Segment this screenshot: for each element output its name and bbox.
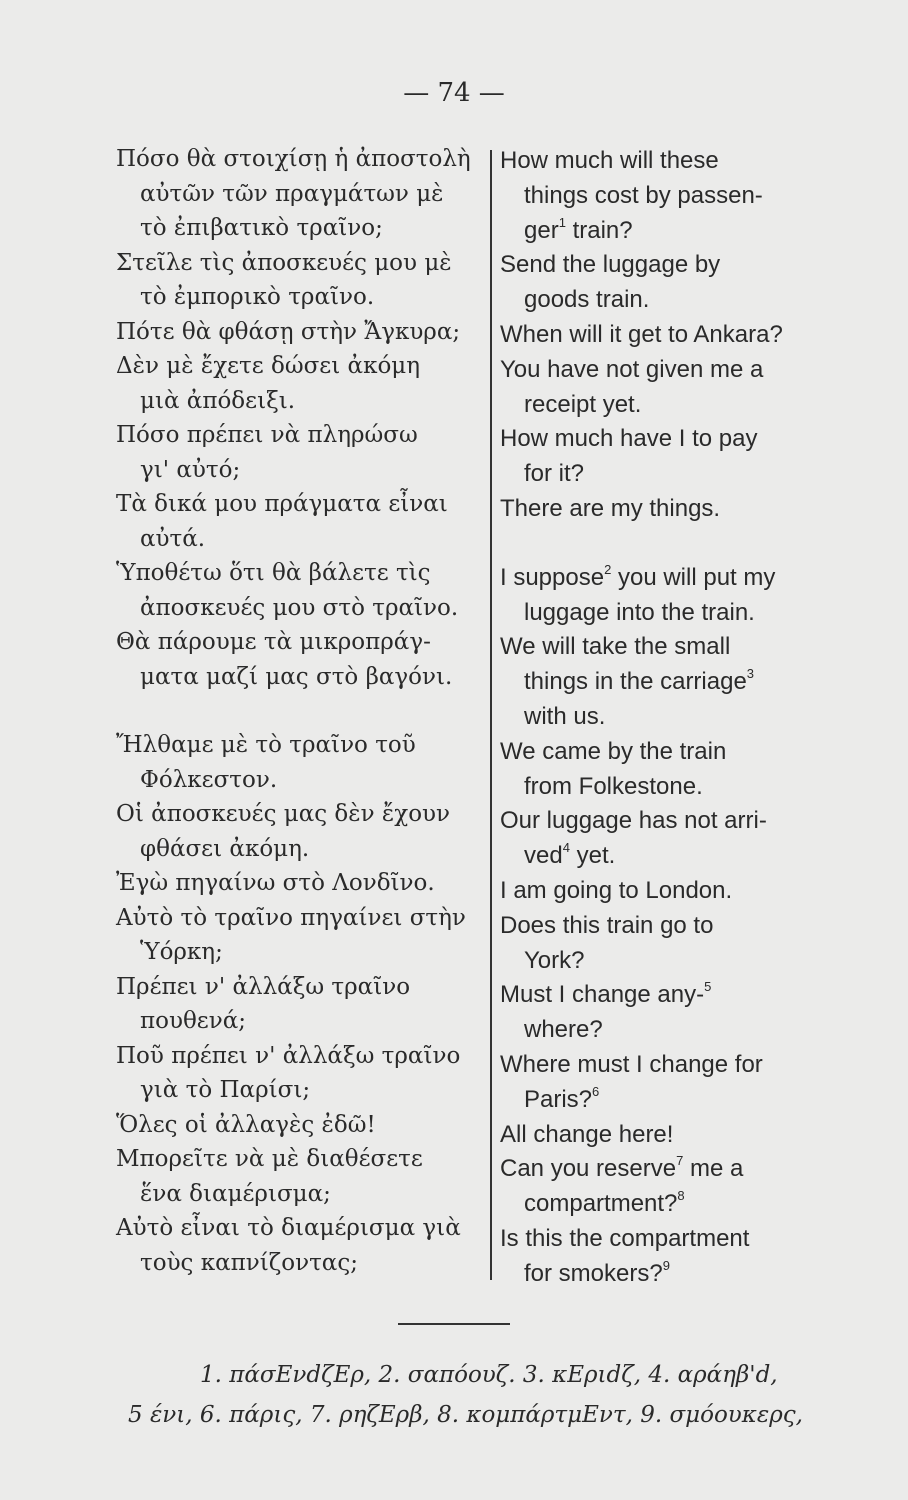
greek-line: Πότε θὰ φθάσῃ στὴν Ἄγκυρα; bbox=[116, 318, 461, 345]
greek-line: Θὰ πάρουμε τὰ μικροπράγ- bbox=[116, 629, 431, 655]
english-line: York? bbox=[524, 946, 585, 974]
english-line: How much will these bbox=[500, 147, 719, 174]
footnotes bbox=[128, 1355, 848, 1435]
english-entry bbox=[500, 735, 826, 805]
greek-entry bbox=[116, 797, 484, 866]
greek-entry bbox=[116, 1142, 484, 1211]
english-line: from Folkestone. bbox=[524, 772, 703, 800]
greek-line: Πόσο πρέπει νὰ πληρώσω bbox=[116, 422, 418, 448]
english-line: All change here! bbox=[500, 1120, 674, 1148]
page-number: — 74 — bbox=[403, 78, 505, 108]
greek-line: τὸ ἐμπορικὸ τραῖνο. bbox=[140, 284, 375, 310]
greek-entry bbox=[116, 970, 484, 1039]
english-line bbox=[500, 1083, 826, 1118]
english-line: things cost by passen- bbox=[524, 181, 763, 209]
english-text: train? bbox=[572, 216, 633, 244]
english-entry bbox=[500, 874, 826, 909]
greek-line: τὸ ἐπιβατικὸ τραῖνο; bbox=[140, 215, 383, 241]
english-line: I am going to London. bbox=[500, 876, 733, 904]
footnote-rule bbox=[398, 1323, 510, 1325]
greek-entry bbox=[116, 315, 484, 350]
greek-line: γι' αὐτό; bbox=[140, 456, 241, 483]
greek-entry bbox=[116, 728, 484, 797]
footnote-marker: 2 bbox=[604, 561, 612, 577]
english-text: yet. bbox=[576, 842, 616, 870]
english-text: for smokers? bbox=[524, 1259, 663, 1287]
greek-entry bbox=[116, 349, 484, 418]
english-text: ger bbox=[524, 216, 559, 244]
footnote-marker: 6 bbox=[592, 1083, 600, 1099]
english-entry bbox=[500, 353, 826, 423]
greek-line: αὐτῶν τῶν πραγμάτων μὲ bbox=[140, 180, 444, 207]
english-line: goods train. bbox=[524, 286, 650, 314]
english-entry bbox=[500, 804, 826, 874]
greek-entry bbox=[116, 1039, 484, 1108]
greek-line: πουθενά; bbox=[140, 1008, 246, 1034]
english-line: Send the luggage by bbox=[500, 251, 721, 279]
english-line bbox=[500, 214, 826, 249]
english-line bbox=[500, 1152, 826, 1187]
footnote-marker: 4 bbox=[562, 840, 570, 856]
english-text: you will put my bbox=[617, 563, 776, 591]
greek-line: Ὑποθέτω ὅτι θὰ βάλετε τὶς bbox=[116, 560, 431, 586]
greek-line: ἀποσκευές μου στὸ τραῖνο. bbox=[140, 594, 459, 621]
english-line bbox=[500, 839, 826, 874]
english-entry bbox=[500, 248, 826, 318]
english-line: where? bbox=[524, 1016, 603, 1044]
greek-line: φθάσει ἀκόμη. bbox=[140, 835, 310, 862]
english-entry bbox=[500, 1222, 826, 1292]
greek-line: Στεῖλε τὶς ἀποσκευές μου μὲ bbox=[116, 249, 452, 276]
footnote-marker: 9 bbox=[662, 1257, 670, 1273]
footnote-marker: 1 bbox=[558, 214, 566, 230]
greek-line: Αὐτὸ τὸ τραῖνο πηγαίνει στὴν bbox=[116, 904, 466, 931]
footnote-marker: 7 bbox=[676, 1153, 684, 1169]
english-line: Where must I change for bbox=[500, 1050, 763, 1078]
english-line: Is this the compartment bbox=[500, 1224, 750, 1252]
english-line: There are my things. bbox=[500, 494, 721, 522]
greek-entry bbox=[116, 625, 484, 694]
english-line: for it? bbox=[524, 460, 585, 488]
english-entry bbox=[500, 630, 826, 734]
footnote-marker: 3 bbox=[746, 666, 755, 682]
english-line bbox=[500, 1257, 826, 1292]
greek-line: ματα μαζί μας στὸ βαγόνι. bbox=[140, 663, 453, 690]
english-line: receipt yet. bbox=[524, 390, 642, 418]
english-entry bbox=[500, 1152, 826, 1222]
english-entry bbox=[500, 492, 826, 527]
greek-line: γιὰ τὸ Παρίσι; bbox=[140, 1077, 311, 1103]
english-entry bbox=[500, 318, 826, 353]
footnote-marker: 5 bbox=[704, 979, 712, 995]
english-line: Our luggage has not arri- bbox=[500, 807, 767, 835]
greek-entry bbox=[116, 142, 484, 246]
greek-line: Αὐτὸ εἶναι τὸ διαμέρισμα γιὰ bbox=[116, 1215, 461, 1241]
column-divider bbox=[490, 150, 492, 1280]
english-line bbox=[500, 1187, 826, 1222]
greek-line: Ὅλες οἱ ἀλλαγὲς ἐδῶ! bbox=[116, 1111, 376, 1138]
greek-line: Πρέπει ν' ἀλλάξω τραῖνο bbox=[116, 973, 411, 1000]
greek-line: Ἐγὼ πηγαίνω στὸ Λονδῖνο. bbox=[116, 870, 435, 896]
greek-line: Πόσο θὰ στοιχίσῃ ἡ ἀποστολὴ bbox=[116, 146, 471, 172]
english-entry bbox=[500, 144, 826, 248]
footnote-line: 5 ένι, 6. πάρις, 7. ρηζΕρβ, 8. κομπάρτμΕντ, 9. σμόουκερς, bbox=[128, 1402, 803, 1428]
english-line bbox=[500, 561, 826, 596]
english-text: Can you reserve bbox=[500, 1155, 677, 1183]
english-text: Must I change any- bbox=[500, 981, 705, 1009]
greek-entry bbox=[116, 246, 484, 315]
english-line: We will take the small bbox=[500, 633, 731, 661]
english-text: me a bbox=[690, 1155, 744, 1183]
greek-entry bbox=[116, 901, 484, 970]
greek-line: τοὺς καπνίζοντας; bbox=[140, 1249, 358, 1276]
greek-entry bbox=[116, 418, 484, 487]
english-line: How much have I to pay bbox=[500, 425, 758, 453]
english-line bbox=[500, 665, 826, 700]
greek-line: μιὰ ἀπόδειξι. bbox=[140, 387, 296, 414]
greek-line: Τὰ δικά μου πράγματα εἶναι bbox=[116, 491, 448, 517]
english-text: ved bbox=[524, 842, 563, 870]
greek-column bbox=[116, 142, 484, 1280]
greek-line: ἕνα διαμέρισμα; bbox=[140, 1180, 331, 1207]
english-entry bbox=[500, 1118, 826, 1153]
english-line: We came by the train bbox=[500, 737, 727, 765]
greek-line: Δὲν μὲ ἔχετε δώσει ἀκόμη bbox=[116, 353, 421, 379]
greek-line: Ὑόρκη; bbox=[140, 939, 223, 965]
english-text: Paris? bbox=[524, 1085, 593, 1113]
greek-line: αὐτά. bbox=[140, 525, 206, 552]
greek-entry bbox=[116, 866, 484, 901]
english-line: with us. bbox=[524, 702, 606, 730]
greek-entry bbox=[116, 1108, 484, 1143]
english-text: things in the carriage bbox=[524, 668, 747, 696]
english-entry bbox=[500, 561, 826, 631]
greek-entry bbox=[116, 556, 484, 625]
english-entry bbox=[500, 978, 826, 1048]
english-text: compartment? bbox=[524, 1190, 678, 1218]
english-line: You have not given me a bbox=[500, 355, 764, 383]
english-line bbox=[500, 978, 826, 1013]
greek-entry bbox=[116, 487, 484, 556]
greek-line: Φόλκεστον. bbox=[140, 766, 278, 793]
greek-line: Οἱ ἀποσκευές μας δὲν ἔχουν bbox=[116, 801, 451, 827]
english-column bbox=[500, 144, 826, 1292]
footnote-marker: 8 bbox=[677, 1188, 685, 1204]
footnote-line: 1. πάσΕνdζΕρ, 2. σαπόουζ. 3. κΕριdζ, 4. αράηβ'd, bbox=[200, 1362, 778, 1388]
english-entry bbox=[500, 1048, 826, 1118]
english-text: I suppose bbox=[500, 563, 605, 591]
greek-line: Μπορεῖτε νὰ μὲ διαθέσετε bbox=[116, 1146, 423, 1172]
english-line: luggage into the train. bbox=[524, 598, 755, 626]
english-line: When will it get to Ankara? bbox=[500, 320, 783, 348]
greek-line: Ἤλθαμε μὲ τὸ τραῖνο τοῦ bbox=[116, 732, 416, 758]
spacer bbox=[116, 694, 484, 728]
spacer bbox=[500, 527, 826, 561]
english-line: Does this train go to bbox=[500, 911, 714, 939]
english-entry bbox=[500, 909, 826, 979]
greek-entry bbox=[116, 1211, 484, 1280]
greek-line: Ποῦ πρέπει ν' ἀλλάξω τραῖνο bbox=[116, 1042, 461, 1069]
english-entry bbox=[500, 422, 826, 492]
